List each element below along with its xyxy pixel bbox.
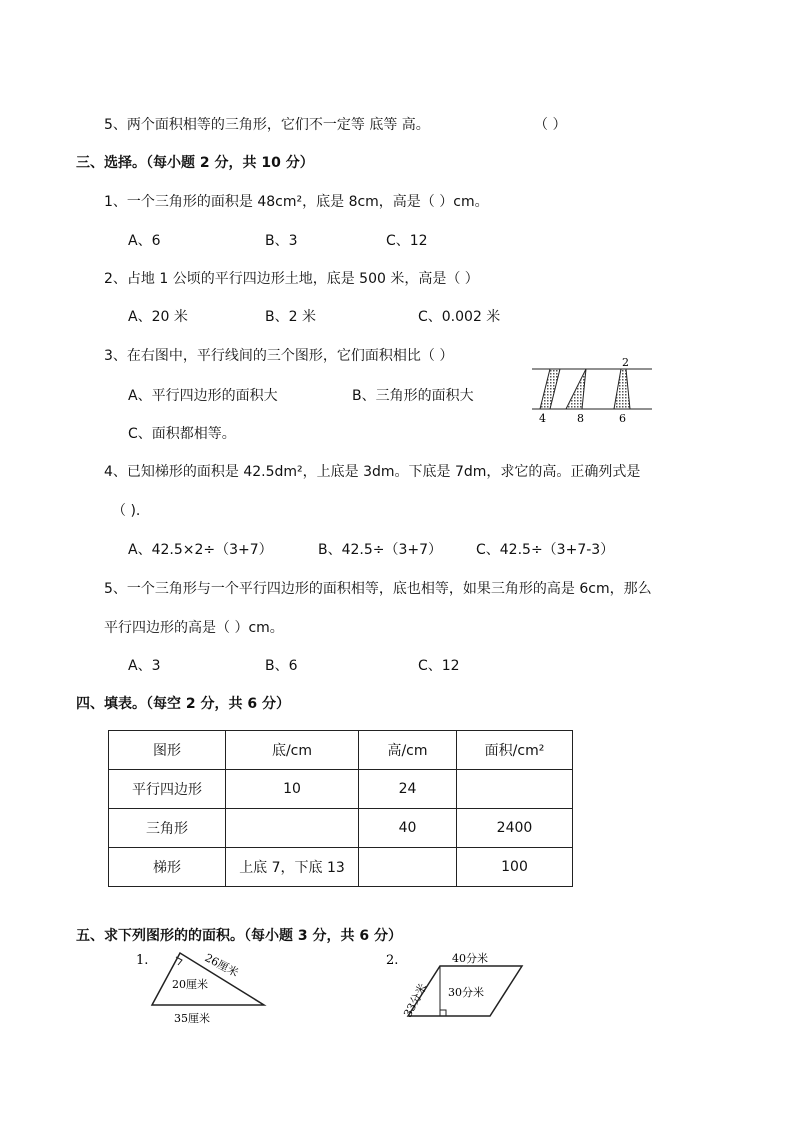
question-text: 5、两个面积相等的三角形，它们不一定等 底等 高。 bbox=[104, 117, 430, 133]
table-cell bbox=[359, 848, 457, 887]
triangle-figure bbox=[132, 948, 278, 1028]
option: C、12 bbox=[418, 658, 460, 674]
question-text: 1、一个三角形的面积是 48cm²，底是 8cm，高是（ ）cm。 bbox=[104, 194, 489, 210]
table-cell: 梯形 bbox=[109, 848, 226, 887]
section-heading: 四、填表。（每空 2 分，共 6 分） bbox=[76, 696, 290, 712]
figure-label: 4 bbox=[539, 412, 546, 425]
height-label: 30分米 bbox=[448, 986, 484, 999]
table-header: 面积/cm² bbox=[457, 731, 573, 770]
question-text: 3、在右图中，平行线间的三个图形，它们面积相比（ ） bbox=[104, 348, 454, 364]
table-cell: 三角形 bbox=[109, 809, 226, 848]
table-cell bbox=[226, 809, 359, 848]
parallelogram-shape bbox=[540, 369, 560, 409]
table-row bbox=[109, 848, 573, 887]
height-label: 20厘米 bbox=[172, 978, 208, 991]
figure-label: 8 bbox=[577, 412, 584, 425]
table-header: 高/cm bbox=[359, 731, 457, 770]
option: A、3 bbox=[128, 658, 161, 674]
table-row bbox=[109, 770, 573, 809]
question-text: 4、已知梯形的面积是 42.5dm²，上底是 3dm。下底是 7dm，求它的高。正确列式是 bbox=[104, 464, 641, 480]
right-angle-mark bbox=[440, 1010, 446, 1016]
option: B、三角形的面积大 bbox=[352, 388, 474, 404]
fill-table bbox=[108, 730, 573, 887]
question-text: 5、一个三角形与一个平行四边形的面积相等，底也相等，如果三角形的高是 6cm，那么 bbox=[104, 581, 652, 597]
table-cell: 10 bbox=[226, 770, 359, 809]
table-cell: 上底 7，下底 13 bbox=[226, 848, 359, 887]
option: A、6 bbox=[128, 233, 161, 249]
table-row bbox=[109, 809, 573, 848]
top-side-label: 40分米 bbox=[452, 952, 488, 965]
triangle-shape bbox=[566, 369, 586, 409]
option: A、20 米 bbox=[128, 309, 188, 325]
option: C、42.5÷（3+7-3） bbox=[476, 542, 615, 558]
figure-number: 1. bbox=[136, 953, 149, 968]
table-header: 底/cm bbox=[226, 731, 359, 770]
slant-side-label: 33分米 bbox=[401, 981, 430, 1020]
table-header-row bbox=[109, 731, 573, 770]
base-label: 35厘米 bbox=[174, 1012, 210, 1025]
option: B、3 bbox=[265, 233, 298, 249]
question-text: （ ). bbox=[112, 503, 141, 519]
section-heading: 五、求下列图形的的面积。（每小题 3 分，共 6 分） bbox=[76, 928, 402, 944]
table-header: 图形 bbox=[109, 731, 226, 770]
hypotenuse-label: 26厘米 bbox=[202, 951, 241, 980]
option: B、2 米 bbox=[265, 309, 316, 325]
table-cell: 平行四边形 bbox=[109, 770, 226, 809]
trapezoid-shape bbox=[614, 369, 630, 409]
answer-paren: （ ） bbox=[534, 117, 567, 133]
option: B、6 bbox=[265, 658, 298, 674]
option: C、面积都相等。 bbox=[128, 426, 236, 442]
option: A、平行四边形的面积大 bbox=[128, 388, 278, 404]
figure-number: 2. bbox=[386, 953, 399, 968]
table-cell: 2400 bbox=[457, 809, 573, 848]
option: C、12 bbox=[386, 233, 428, 249]
table-cell: 40 bbox=[359, 809, 457, 848]
section-heading: 三、选择。（每小题 2 分，共 10 分） bbox=[76, 155, 314, 171]
option: B、42.5÷（3+7） bbox=[318, 542, 443, 558]
parallelogram-figure bbox=[382, 948, 528, 1028]
figure-label: 2 bbox=[622, 356, 629, 369]
table-cell: 100 bbox=[457, 848, 573, 887]
question-text: 2、占地 1 公顷的平行四边形土地，底是 500 米，高是（ ） bbox=[104, 271, 479, 287]
option: C、0.002 米 bbox=[418, 309, 501, 325]
option: A、42.5×2÷（3+7） bbox=[128, 542, 273, 558]
parallel-shapes-figure bbox=[526, 355, 658, 425]
question-text: 平行四边形的高是（ ）cm。 bbox=[104, 620, 284, 636]
table-cell bbox=[457, 770, 573, 809]
figure-label: 6 bbox=[619, 412, 626, 425]
table-cell: 24 bbox=[359, 770, 457, 809]
